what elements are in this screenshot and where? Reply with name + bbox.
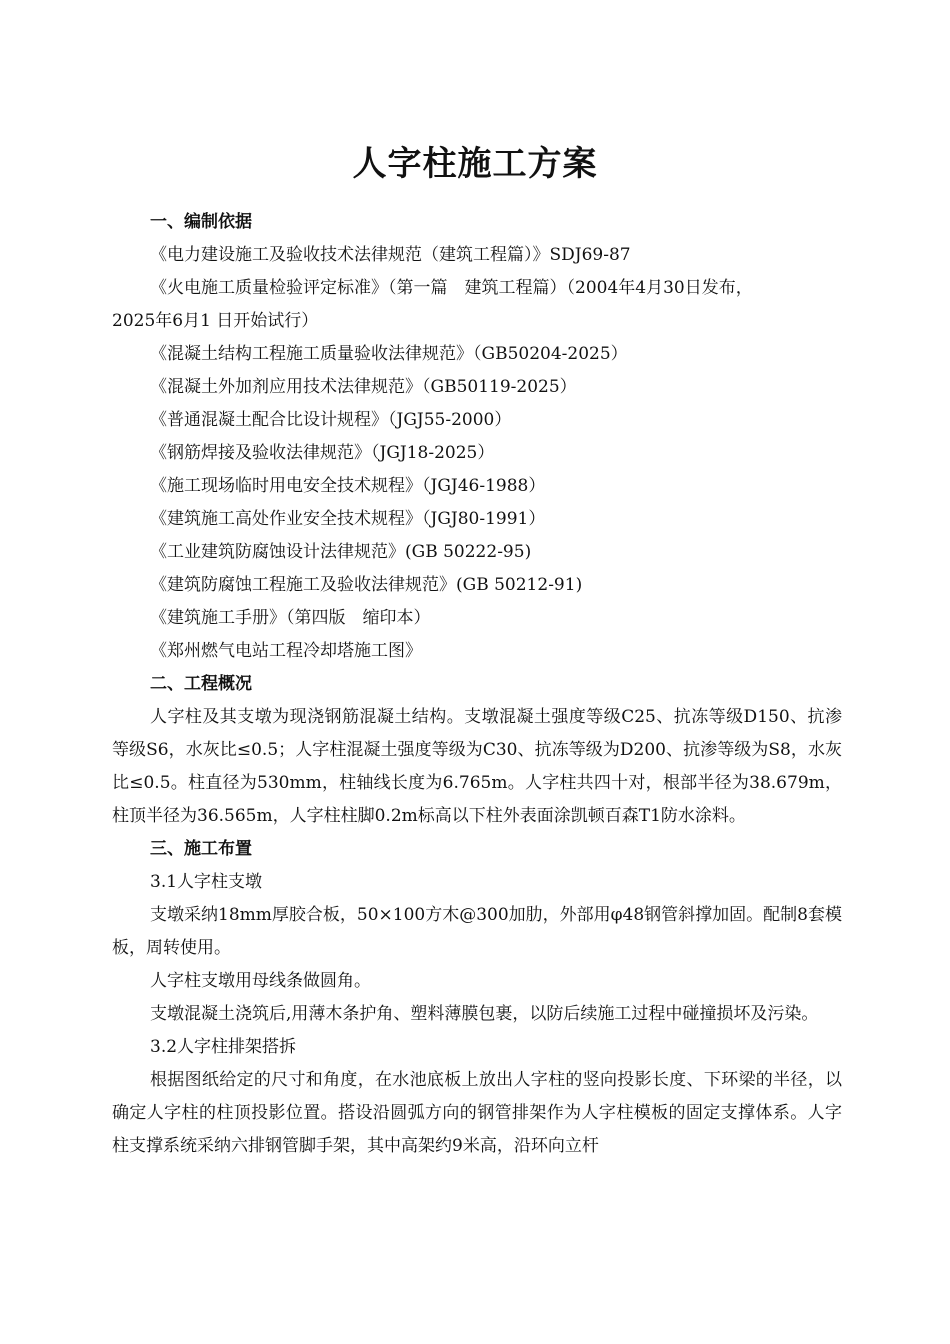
document-body bbox=[112, 206, 842, 1163]
reference-item: 《混凝土结构工程施工质量验收法律规范》（GB50204-2025） bbox=[150, 344, 628, 364]
pier-protection-paragraph: 支墩混凝土浇筑后,用薄木条护角、塑料薄膜包裹，以防后续施工过程中碰撞损坏及污染。 bbox=[150, 1004, 819, 1024]
document-title: 人字柱施工方案 bbox=[352, 144, 598, 184]
project-overview-paragraph: 人字柱及其支墩为现浇钢筋混凝土结构。支墩混凝土强度等级C25、抗冻等级D150、抗渗等级S6，水灰比≤0.5；人字柱混凝土强度等级为C30、抗冻等级为D200、抗渗等级为S8，水灰比≤0.5。柱直径为530mm，柱轴线长度为6.765m。人字柱共四十对，根部半径为38.679m，柱顶半径为36.565m，人字柱柱脚0.2m标高以下柱外表面涂凯顿百森T1防水涂料。 bbox=[112, 707, 842, 826]
section-3-heading: 三、施工布置 bbox=[150, 839, 252, 859]
pier-formwork-paragraph: 支墩采纳18mm厚胶合板，50×100方木@300加肋，外部用φ48钢管斜撑加固。配制8套模板，周转使用。 bbox=[112, 905, 842, 958]
reference-item: 《建筑防腐蚀工程施工及验收法律规范》(GB 50212-91) bbox=[150, 575, 583, 595]
reference-item: 《火电施工质量检验评定标准》（第一篇 建筑工程篇）（2004年4月30日发布， bbox=[150, 278, 753, 298]
section-1-heading: 一、编制依据 bbox=[150, 212, 252, 232]
section-2-heading: 二、工程概况 bbox=[150, 674, 252, 694]
reference-item: 《普通混凝土配合比设计规程》（JGJ55-2000） bbox=[150, 410, 512, 430]
reference-item: 《施工现场临时用电安全技术规程》（JGJ46-1988） bbox=[150, 476, 546, 496]
reference-item: 《工业建筑防腐蚀设计法律规范》(GB 50222-95) bbox=[150, 542, 532, 562]
pier-corner-paragraph: 人字柱支墩用母线条做圆角。 bbox=[150, 971, 371, 991]
reference-item: 《建筑施工高处作业安全技术规程》（JGJ80-1991） bbox=[150, 509, 546, 529]
reference-item: 《建筑施工手册》（第四版 缩印本） bbox=[150, 608, 431, 628]
reference-item: 《钢筋焊接及验收法律规范》（JGJ18-2025） bbox=[150, 443, 495, 463]
reference-item: 《郑州燃气电站工程冷却塔施工图》 bbox=[150, 641, 422, 661]
subsection-3-2-heading: 3.2人字柱排架搭拆 bbox=[150, 1037, 297, 1057]
scaffold-paragraph: 根据图纸给定的尺寸和角度，在水池底板上放出人字柱的竖向投影长度、下环梁的半径，以确定人字柱的柱顶投影位置。搭设沿圆弧方向的钢管排架作为人字柱模板的固定支撑体系。人字柱支撑系统采纳六排钢管脚手架，其中高架约9米高，沿环向立杆 bbox=[112, 1070, 842, 1156]
subsection-3-1-heading: 3.1人字柱支墩 bbox=[150, 872, 263, 892]
reference-item-continuation: 2025年6月1 日开始试行） bbox=[112, 311, 319, 331]
reference-item: 《电力建设施工及验收技术法律规范（建筑工程篇）》SDJ69-87 bbox=[150, 245, 631, 265]
reference-item: 《混凝土外加剂应用技术法律规范》（GB50119-2025） bbox=[150, 377, 577, 397]
